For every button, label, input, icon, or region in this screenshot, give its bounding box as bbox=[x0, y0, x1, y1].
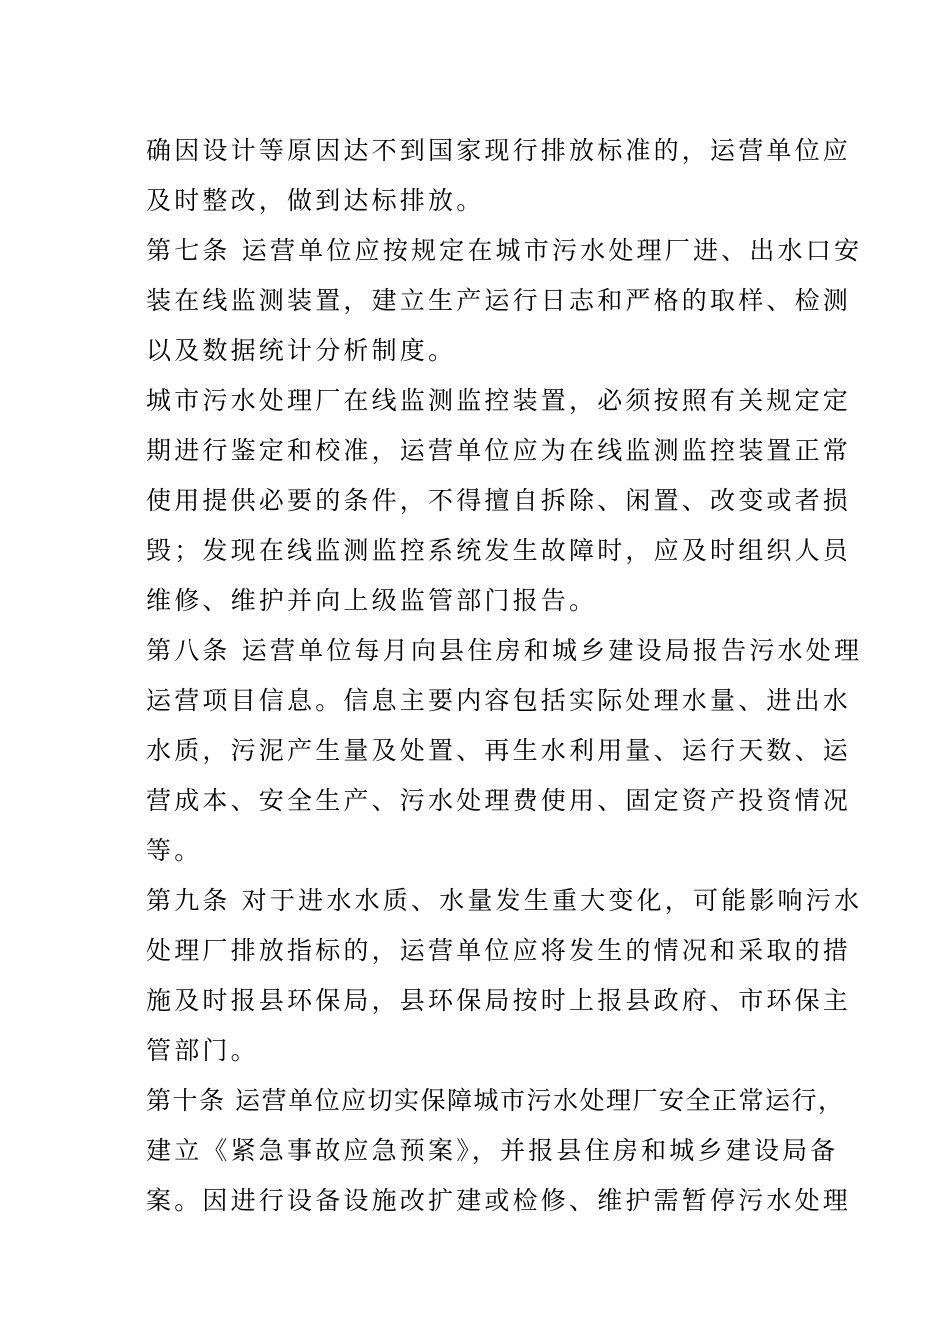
text-line: 毁；发现在线监测监控系统发生故障时，应及时组织人员 bbox=[146, 536, 852, 565]
text-line: 以及数据统计分析制度。 bbox=[146, 336, 457, 365]
document-body bbox=[146, 126, 863, 1226]
text-line: 建立《紧急事故应急预案》，并报县住房和城乡建设局备 bbox=[146, 1136, 839, 1165]
article-10-line: 第十条 运营单位应切实保障城市污水处理厂安全正常运行， bbox=[146, 1086, 845, 1115]
text-line: 确因设计等原因达不到国家现行排放标准的，运营单位应 bbox=[146, 136, 852, 165]
article-9-line: 第九条 对于进水水质、水量发生重大变化，可能影响污水 bbox=[146, 886, 863, 915]
text-line: 使用提供必要的条件，不得擅自拆除、闲置、改变或者损 bbox=[146, 486, 852, 515]
text-line: 期进行鉴定和校准，运营单位应为在线监测监控装置正常 bbox=[146, 436, 852, 465]
text-line: 及时整改，做到达标排放。 bbox=[146, 186, 485, 215]
article-8-line: 第八条 运营单位每月向县住房和城乡建设局报告污水处理 bbox=[146, 636, 863, 665]
text-line: 管部门。 bbox=[146, 1036, 259, 1065]
text-line: 等。 bbox=[146, 836, 203, 865]
text-line: 城市污水处理厂在线监测监控装置，必须按照有关规定定 bbox=[146, 386, 852, 415]
text-line: 装在线监测装置，建立生产运行日志和严格的取样、检测 bbox=[146, 286, 852, 315]
text-line: 处理厂排放指标的，运营单位应将发生的情况和采取的措 bbox=[146, 936, 852, 965]
text-line: 水质，污泥产生量及处置、再生水利用量、运行天数、运 bbox=[146, 736, 852, 765]
text-line: 维修、维护并向上级监管部门报告。 bbox=[146, 586, 598, 615]
article-7-line: 第七条 运营单位应按规定在城市污水处理厂进、出水口安 bbox=[146, 236, 863, 265]
text-line: 营成本、安全生产、污水处理费使用、固定资产投资情况 bbox=[146, 786, 852, 815]
text-line: 案。因进行设备设施改扩建或检修、维护需暂停污水处理 bbox=[146, 1186, 852, 1215]
text-line: 施及时报县环保局，县环保局按时上报县政府、市环保主 bbox=[146, 986, 852, 1015]
text-line: 运营项目信息。信息主要内容包括实际处理水量、进出水 bbox=[146, 686, 852, 715]
